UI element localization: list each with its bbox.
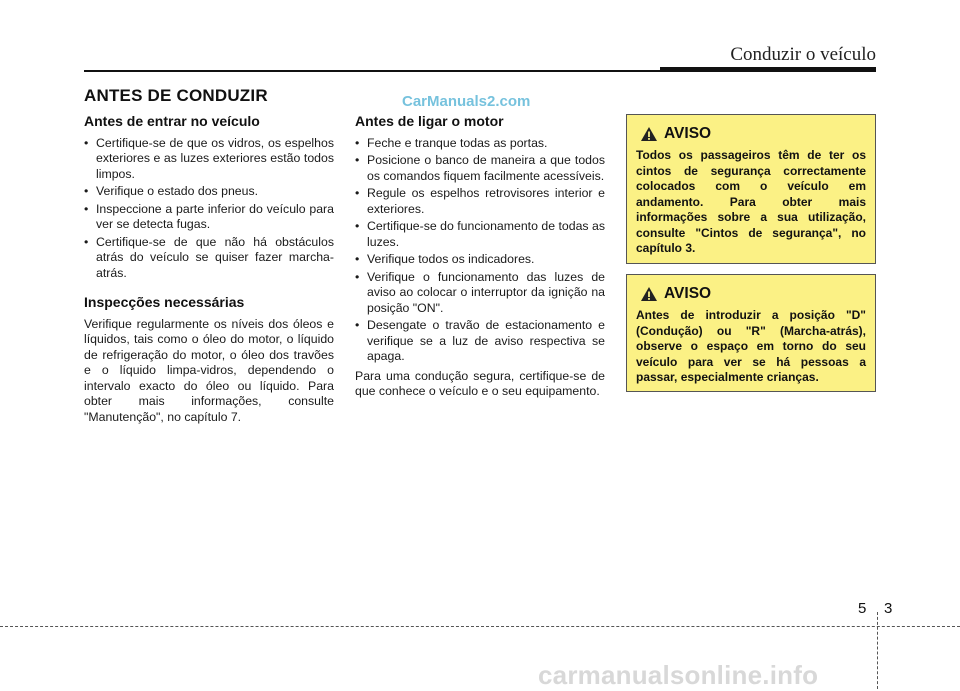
section-title: ANTES DE CONDUZIR: [84, 86, 268, 105]
bullet-dot: •: [355, 135, 360, 150]
bullet-dot: •: [355, 318, 360, 332]
warning-triangle-icon: [640, 286, 658, 302]
footer-rule: [0, 626, 960, 627]
list-item-text: Posicione o banco de maneira a que todos os comandos fiquem facilmente acessíveis.: [367, 153, 605, 183]
list-item: [355, 270, 605, 317]
bullet-dot: •: [84, 201, 89, 216]
list-item: [84, 184, 334, 200]
list-item: [84, 235, 334, 282]
footer-divider: [877, 612, 878, 689]
list-item-text: Verifique o funcionamento das luzes de aviso ao colocar o interruptor da ignição na posição "ON".: [367, 269, 605, 315]
watermark-carmanuals2[interactable]: CarManuals2.com: [402, 93, 531, 110]
bullet-dot: •: [84, 184, 89, 198]
chapter-header-title: Conduzir o veículo: [730, 44, 876, 65]
list-item: [84, 136, 334, 183]
list-item: [355, 186, 605, 217]
bullet-dot: •: [355, 186, 360, 200]
warning-label: AVISO: [664, 125, 712, 143]
safe-driving-paragraph: Para uma condução segura, certifique-se de que conhece o veículo e o seu equipamento.: [355, 368, 605, 398]
list-item-text: Verifique o estado dos pneus.: [96, 184, 259, 198]
bullet-dot: •: [355, 269, 360, 284]
warning-label: AVISO: [664, 285, 712, 303]
left-column: [84, 114, 334, 425]
warning-header: [640, 283, 866, 305]
warning-text: Antes de introduzir a posição "D" (Condução) ou "R" (Marcha-atrás), observe o espaço em torno do seu veículo para ver se há pessoas a passar, especialmente crianças.: [636, 308, 866, 384]
heading-inspections: Inspecções necessárias: [84, 294, 245, 310]
checklist-before-entering: [84, 136, 334, 282]
list-item-text: Desengate o travão de estacionamento e verifique se a luz de aviso respectiva se apaga.: [367, 318, 605, 363]
list-item-text: Certifique-se de que os vidros, os espelhos exteriores e as luzes exteriores estão todos limpos.: [96, 135, 334, 181]
heading-before-entering: Antes de entrar no veículo: [84, 113, 260, 129]
list-item: [355, 153, 605, 184]
list-item-text: Inspeccione a parte inferior do veículo para ver se detecta fugas.: [96, 201, 334, 231]
bullet-dot: •: [84, 234, 89, 249]
page-number: 3: [884, 600, 893, 617]
bullet-dot: •: [355, 219, 360, 233]
list-item: [355, 252, 605, 268]
inspections-paragraph: Verifique regularmente os níveis dos óleos e líquidos, tais como o óleo do motor, o líquido de refrigeração do motor, o óleo dos travões e o líquido limpa-vidros, dependendo o intervalo exacto do óleo ou líquido. Para obter mais informações, consulte "Manutenção", no capítulo 7.: [84, 316, 334, 424]
warning-box-gear-selection: [626, 274, 876, 392]
list-item: [355, 136, 605, 152]
bullet-dot: •: [355, 252, 360, 266]
watermark-carmanualsonline[interactable]: carmanualsonline.info: [538, 660, 819, 690]
list-item-text: Regule os espelhos retrovisores interior e exteriores.: [367, 186, 605, 216]
list-item-text: Certifique-se de que não há obstáculos atrás do veículo se quiser fazer marcha-atrás.: [96, 234, 334, 280]
warning-header: [640, 123, 866, 145]
header-rule-accent: [660, 67, 876, 72]
warning-box-seatbelts: [626, 114, 876, 264]
list-item: [84, 202, 334, 233]
list-item-text: Certifique-se do funcionamento de todas as luzes.: [367, 219, 605, 249]
middle-column: [355, 114, 605, 400]
list-item-text: Feche e tranque todas as portas.: [367, 135, 548, 150]
list-item-text: Verifique todos os indicadores.: [367, 252, 535, 266]
list-item: [355, 219, 605, 250]
list-item: [355, 318, 605, 365]
chapter-number: 5: [858, 600, 867, 617]
bullet-dot: •: [84, 135, 89, 150]
warning-triangle-icon: [640, 126, 658, 142]
checklist-before-starting: [355, 136, 605, 365]
warning-text: Todos os passageiros têm de ter os cintos de segurança correctamente colocados com o veículo em andamento. Para obter mais informações sobre a sua utilização, consulte "Cintos de segurança", no capítulo 3.: [636, 148, 866, 255]
heading-before-starting: Antes de ligar o motor: [355, 113, 504, 129]
bullet-dot: •: [355, 153, 360, 167]
